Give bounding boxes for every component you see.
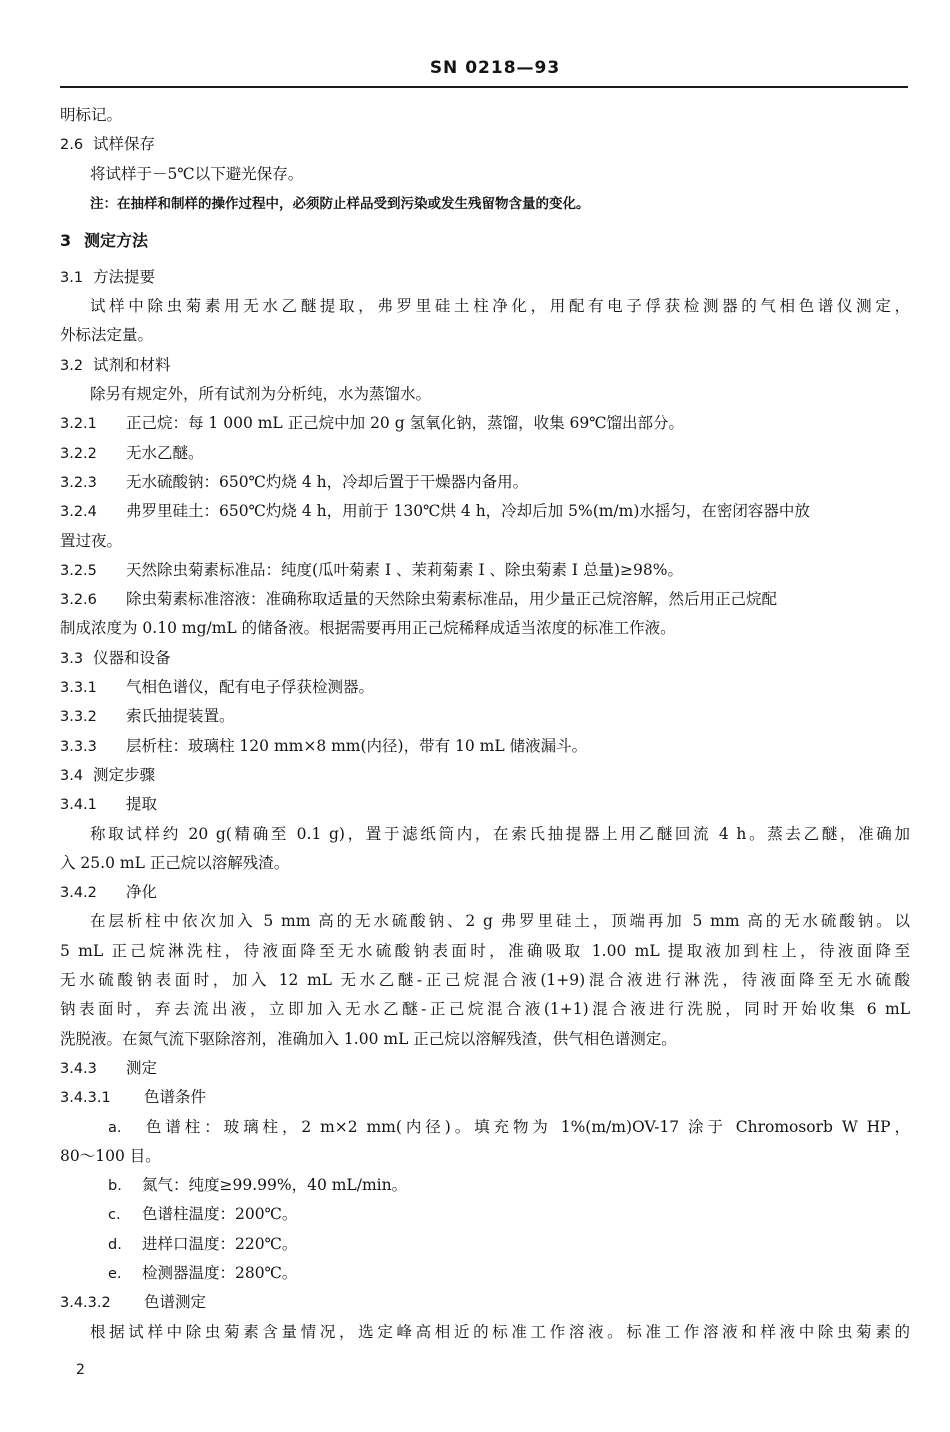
clause-number: 3.2.4 — [60, 504, 97, 521]
list-text: 色谱柱：玻璃柱，2 m×2 mm(内径)。填充物为 1%(m/m)OV-17 涂于 Chromosorb W HP， — [142, 1117, 910, 1136]
clause-text: 气相色谱仪，配有电子俘获检测器。 — [126, 678, 375, 697]
clause-heading — [60, 351, 910, 380]
clause-number: 3.3.2 — [60, 709, 97, 726]
text-line: 无水硫酸钠表面时，加入 12 mL 无水乙醚-正己烷混合液(1+9)混合液进行淋洗，待液面降至无水硫酸 — [60, 971, 910, 990]
clause-heading — [60, 130, 910, 159]
list-text: 进样口温度：220℃。 — [142, 1234, 298, 1253]
text-line: 制成浓度为 0.10 mg/mL 的储备液。根据需要再用正己烷稀释成适当浓度的标准工作液。 — [60, 619, 676, 638]
clause-title: 测定步骤 — [93, 765, 156, 784]
clause-number: 3.2.1 — [60, 416, 97, 433]
list-text: 氮气：纯度≥99.99%，40 mL/min。 — [142, 1176, 408, 1195]
text-line: 5 mL 正己烷淋洗柱，待液面降至无水硫酸钠表面时，准确吸取 1.00 mL 提取液加到柱上，待液面降至 — [60, 941, 910, 960]
list-text: 检测器温度：280℃。 — [142, 1263, 298, 1282]
clause-text: 无水硫酸钠：650℃灼烧 4 h，冷却后置于干燥器内备用。 — [126, 472, 529, 491]
clause-line — [60, 585, 910, 614]
clause-line — [60, 497, 910, 526]
clause-text: 层析柱：玻璃柱 120 mm×8 mm(内径)，带有 10 mL 储液漏斗。 — [126, 736, 588, 755]
text-line: 根据试样中除虫菊素含量情况，选定峰高相近的标准工作溶液。标准工作溶液和样液中除虫菊素的 — [90, 1322, 910, 1341]
clause-heading — [60, 644, 910, 673]
clause-number: 3.3.1 — [60, 680, 97, 697]
list-label: b. — [108, 1178, 122, 1195]
clause-title: 方法提要 — [93, 267, 156, 286]
clause-title: 试样保存 — [93, 135, 156, 154]
clause-line — [60, 556, 910, 585]
clause-number: 3.4 — [60, 767, 84, 784]
clause-heading — [60, 790, 910, 819]
clause-number: 3.2 — [60, 357, 84, 374]
page-number: 2 — [76, 1362, 85, 1378]
standard-code-header: SN 0218—93 — [429, 58, 561, 78]
clause-title: 色谱测定 — [144, 1293, 207, 1312]
list-item — [60, 1259, 910, 1288]
clause-number: 3.4.1 — [60, 797, 97, 814]
clause-number: 3.2.3 — [60, 474, 97, 491]
clause-text: 天然除虫菊素标准品：纯度(瓜叶菊素 I 、茉莉菊素 I 、除虫菊素 I 总量)≥98%。 — [126, 560, 683, 579]
clause-heading — [60, 1083, 910, 1112]
text-line: 洗脱液。在氮气流下驱除溶剂，准确加入 1.00 mL 正己烷以溶解残渣，供气相色谱测定。 — [60, 1029, 677, 1048]
clause-number: 3.2.5 — [60, 562, 97, 579]
clause-heading — [60, 263, 910, 292]
clause-number: 3.4.3.1 — [60, 1090, 111, 1107]
clause-line — [60, 673, 910, 702]
list-label: a. — [108, 1119, 122, 1136]
clause-title: 试剂和材料 — [93, 355, 171, 374]
clause-heading — [60, 1054, 910, 1083]
clause-title: 提取 — [126, 795, 158, 814]
text-line: 在层析柱中依次加入 5 mm 高的无水硫酸钠、2 g 弗罗里硅土，顶端再加 5 mm 高的无水硫酸钠。以 — [90, 912, 910, 931]
clause-line — [60, 409, 910, 438]
list-label: d. — [108, 1236, 122, 1253]
document-body — [60, 101, 910, 1347]
clause-number: 3.4.3 — [60, 1060, 97, 1077]
list-item — [60, 1113, 910, 1142]
clause-heading — [60, 761, 910, 790]
text-line: 置过夜。 — [60, 531, 123, 550]
clause-title: 色谱条件 — [144, 1088, 207, 1107]
clause-number: 3.2.6 — [60, 592, 97, 609]
list-item — [60, 1200, 910, 1229]
list-item — [60, 1171, 910, 1200]
clause-text: 索氏抽提装置。 — [126, 707, 235, 726]
clause-number: 3.3 — [60, 650, 84, 667]
clause-line — [60, 439, 910, 468]
text-line: 明标记。 — [60, 106, 123, 124]
note-line: 注：在抽样和制样的操作过程中，必须防止样品受到污染或发生残留物含量的变化。 — [90, 195, 590, 212]
clause-number: 3.1 — [60, 269, 84, 286]
text-line: 试样中除虫菊素用无水乙醚提取，弗罗里硅土柱净化，用配有电子俘获检测器的气相色谱仪测定， — [90, 297, 910, 316]
clause-line — [60, 702, 910, 731]
clause-title: 仪器和设备 — [93, 648, 171, 667]
text-line: 入 25.0 mL 正己烷以溶解残渣。 — [60, 853, 290, 872]
section-number: 3 — [60, 230, 72, 250]
clause-line — [60, 468, 910, 497]
text-line: 称取试样约 20 g(精确至 0.1 g)，置于滤纸筒内，在索氏抽提器上用乙醚回流 4 h。蒸去乙醚，准确加 — [90, 824, 910, 843]
clause-number: 3.4.2 — [60, 885, 97, 902]
text-line: 将试样于－5℃以下避光保存。 — [90, 164, 304, 183]
clause-title: 测定 — [126, 1058, 158, 1077]
text-line: 除另有规定外，所有试剂为分析纯，水为蒸馏水。 — [90, 385, 432, 404]
text-line: 外标法定量。 — [60, 326, 154, 345]
text-line: 80～100 目。 — [60, 1146, 161, 1165]
clause-number: 2.6 — [60, 137, 84, 154]
clause-text: 无水乙醚。 — [126, 443, 204, 462]
clause-line — [60, 732, 910, 761]
clause-number: 3.3.3 — [60, 738, 97, 755]
clause-number: 3.2.2 — [60, 445, 97, 462]
clause-text: 正己烷：每 1 000 mL 正己烷中加 20 g 氢氧化钠，蒸馏，收集 69℃馏出部分。 — [126, 414, 685, 433]
list-text: 色谱柱温度：200℃。 — [142, 1205, 298, 1224]
header-rule — [60, 86, 908, 88]
clause-title: 净化 — [126, 883, 158, 902]
clause-text: 弗罗里硅土：650℃灼烧 4 h，用前于 130℃烘 4 h，冷却后加 5%(m/m)水摇匀，在密闭容器中放 — [126, 502, 810, 521]
clause-heading — [60, 1288, 910, 1317]
section-heading — [60, 219, 910, 263]
list-item — [60, 1230, 910, 1259]
clause-number: 3.4.3.2 — [60, 1295, 111, 1312]
list-label: e. — [108, 1265, 122, 1282]
list-label: c. — [108, 1207, 121, 1224]
clause-heading — [60, 878, 910, 907]
text-line: 钠表面时，弃去流出液，立即加入无水乙醚-正己烷混合液(1+1)混合液进行洗脱，同时开始收集 6 mL — [60, 1000, 910, 1019]
section-title: 测定方法 — [84, 230, 149, 250]
clause-text: 除虫菊素标准溶液：准确称取适量的天然除虫菊素标准品，用少量正己烷溶解，然后用正己烷配 — [126, 590, 778, 609]
